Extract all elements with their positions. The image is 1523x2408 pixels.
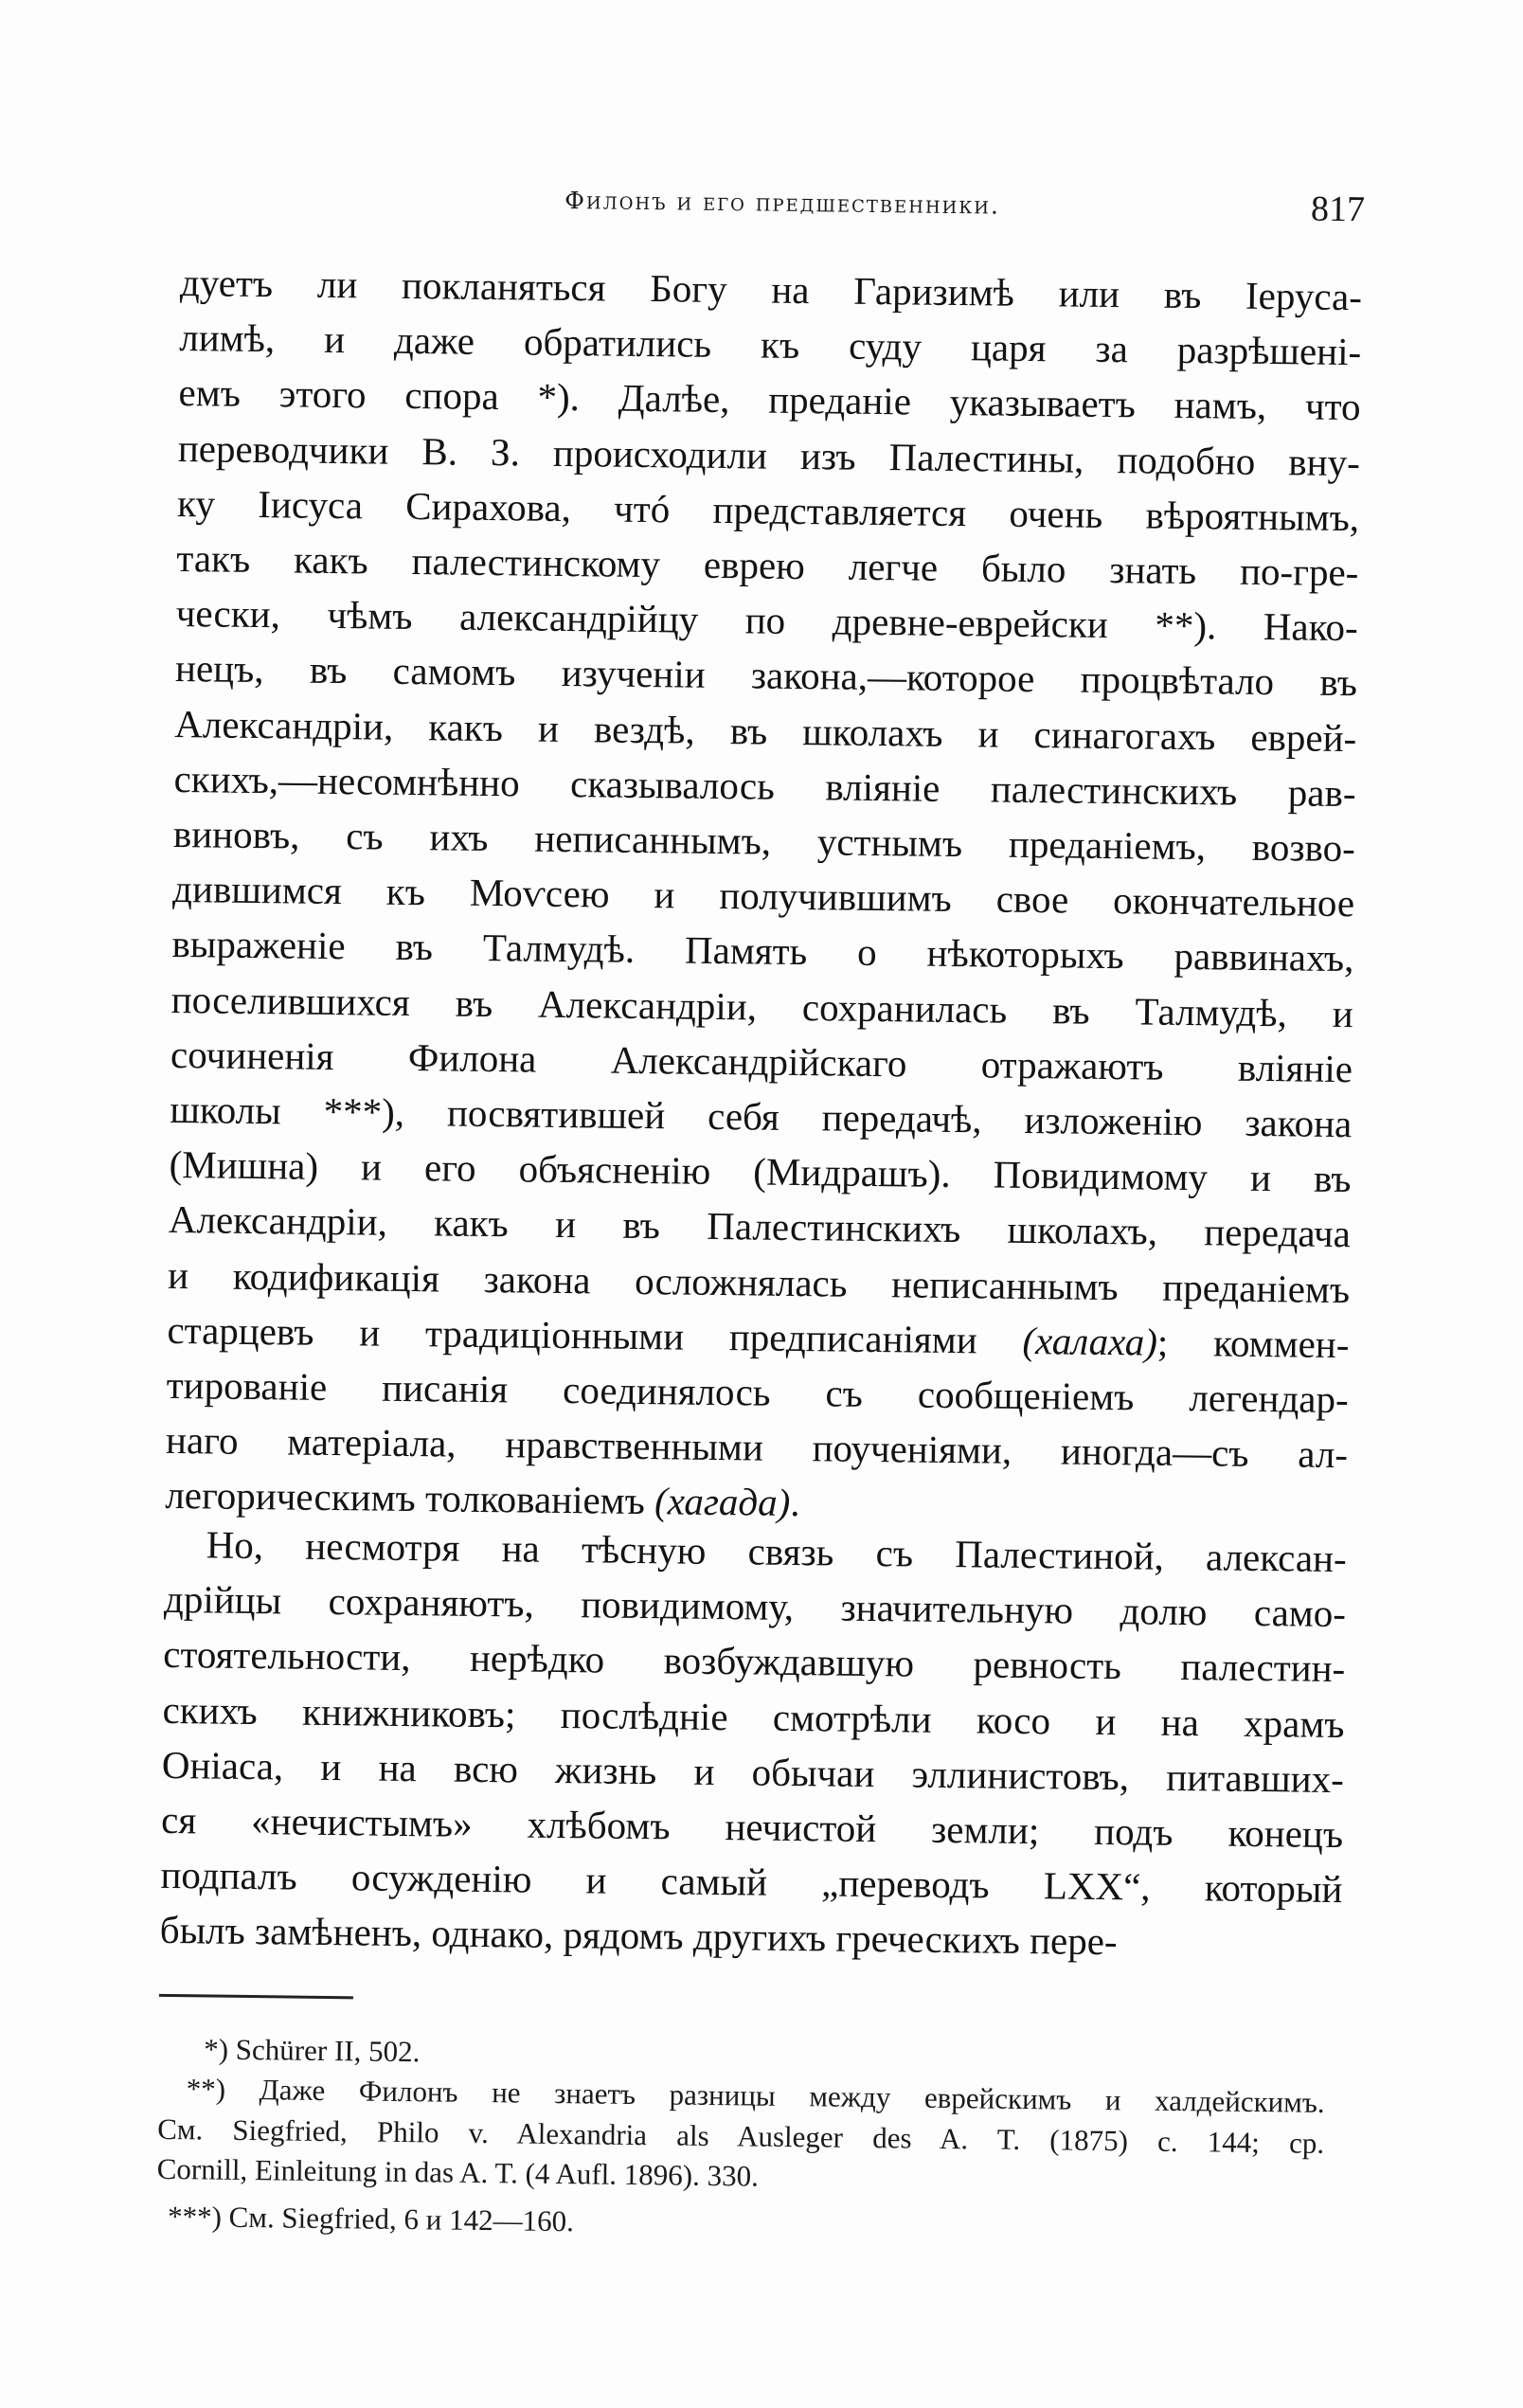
text-line: Александріи, какъ и въ Палестинскихъ школахъ, передача — [168, 1197, 1352, 1256]
footnote-line: ***) См. Siegfried, 6 и 142—160. — [167, 2199, 575, 2238]
text-line: былъ замѣненъ, однако, рядомъ другихъ греческихъ пере- — [159, 1908, 1118, 1964]
text-line: виновъ, съ ихъ неписаннымъ, устнымъ преданіемъ, возво- — [172, 811, 1356, 871]
text-line: Александріи, какъ и вездѣ, въ школахъ и синагогахъ еврей- — [174, 701, 1357, 760]
text-line: скихъ книжниковъ; послѣдніе смотрѣли косо и на храмъ — [162, 1687, 1345, 1746]
text-segment: . — [790, 1481, 800, 1525]
text-line: Но, несмотря на тѣсную связь съ Палестиной, алексан- — [206, 1522, 1347, 1581]
text-line: Оніаса, и на всю жизнь и обычаи эллинистовъ, питавших- — [161, 1742, 1345, 1801]
text-line: дившимся къ Моѵсею и получившимъ свое окончательное — [171, 867, 1355, 925]
footnote-line: **) Даже Филонъ не знаетъ разницы между еврейскимъ и халдейскимъ. — [186, 2072, 1325, 2119]
text-line: чески, чѣмъ александрійцу по древне-еврейски **). Нако- — [175, 591, 1358, 650]
text-line: тированіе писанія соединялось съ сообщеніемъ легендар- — [166, 1362, 1349, 1422]
text-line: ся «нечистымъ» хлѣбомъ нечистой земли; подъ конецъ — [160, 1797, 1344, 1857]
text-segment: старцевъ и традиціонными предписаніями — [167, 1307, 1023, 1362]
text-line: школы ***), посвятившей себя передачѣ, изложенію закона — [170, 1087, 1353, 1146]
italic-term: (хагада) — [654, 1479, 791, 1525]
footnote-line: См. Siegfried, Philo v. Alexandria als Ausleger des A. T. (1875) c. 144; cp. — [156, 2111, 1325, 2160]
text-segment: легорическимъ толкованіемъ — [165, 1473, 655, 1523]
text-line: стоятельности, нерѣдко возбуждавшую ревность палестин- — [163, 1632, 1346, 1691]
text-line: подпалъ осужденію и самый „переводъ LXX“, который — [160, 1853, 1343, 1912]
text-line: сочиненія Филона Александрійскаго отражаютъ вліяніе — [170, 1032, 1353, 1090]
footnote-line: Cornill, Einleitung in das A. T. (4 Aufl. 1896). 330. — [156, 2151, 760, 2193]
page-number: 817 — [1310, 189, 1366, 230]
text-line: выраженіе въ Талмудѣ. Память о нѣкоторыхъ раввинахъ, — [171, 922, 1354, 980]
text-line: емъ этого спора *). Далѣе, преданіе указываетъ намъ, что — [178, 370, 1361, 429]
text-line: поселившихся въ Александріи, сохранилась въ Талмудѣ, и — [170, 977, 1353, 1035]
text-line: дрійцы сохраняютъ, повидимому, значительную долю само- — [163, 1577, 1347, 1636]
text-line: лимѣ, и даже обратились къ суду царя за разрѣшені- — [179, 315, 1362, 374]
text-line: скихъ,—несомнѣнно сказывалось вліяніе палестинскихъ рав- — [173, 756, 1356, 816]
text-line: такъ какъ палестинскому еврею легче было знать по-гре- — [176, 535, 1359, 595]
text-line: нецъ, въ самомъ изученіи закона,—которое процвѣтало въ — [174, 646, 1358, 705]
text-line: и кодификація закона осложнялась неписаннымъ преданіемъ — [167, 1252, 1351, 1311]
footnote-line: *) Schürer II, 502. — [204, 2032, 421, 2069]
text-line: (Мишна) и его объясненію (Мидрашъ). Повидимому и въ — [169, 1142, 1352, 1201]
footnote-separator-rule — [159, 1994, 353, 2000]
text-line: переводчики В. З. происходили изъ Палестины, подобно вну- — [177, 425, 1361, 484]
running-title: Филонъ и его предшественники. — [564, 186, 1001, 220]
text-line: наго матеріала, нравственными поученіями, иногда—съ ал- — [165, 1418, 1349, 1477]
text-segment: ; коммен- — [1156, 1320, 1350, 1366]
text-line: дуетъ ли покланяться Богу на Гаризимѣ или въ Іеруса- — [179, 261, 1363, 319]
italic-term: (халаха) — [1022, 1318, 1158, 1364]
text-line: ку Іисуса Сирахова, чтó представляется очень вѣроятнымъ, — [176, 480, 1360, 540]
